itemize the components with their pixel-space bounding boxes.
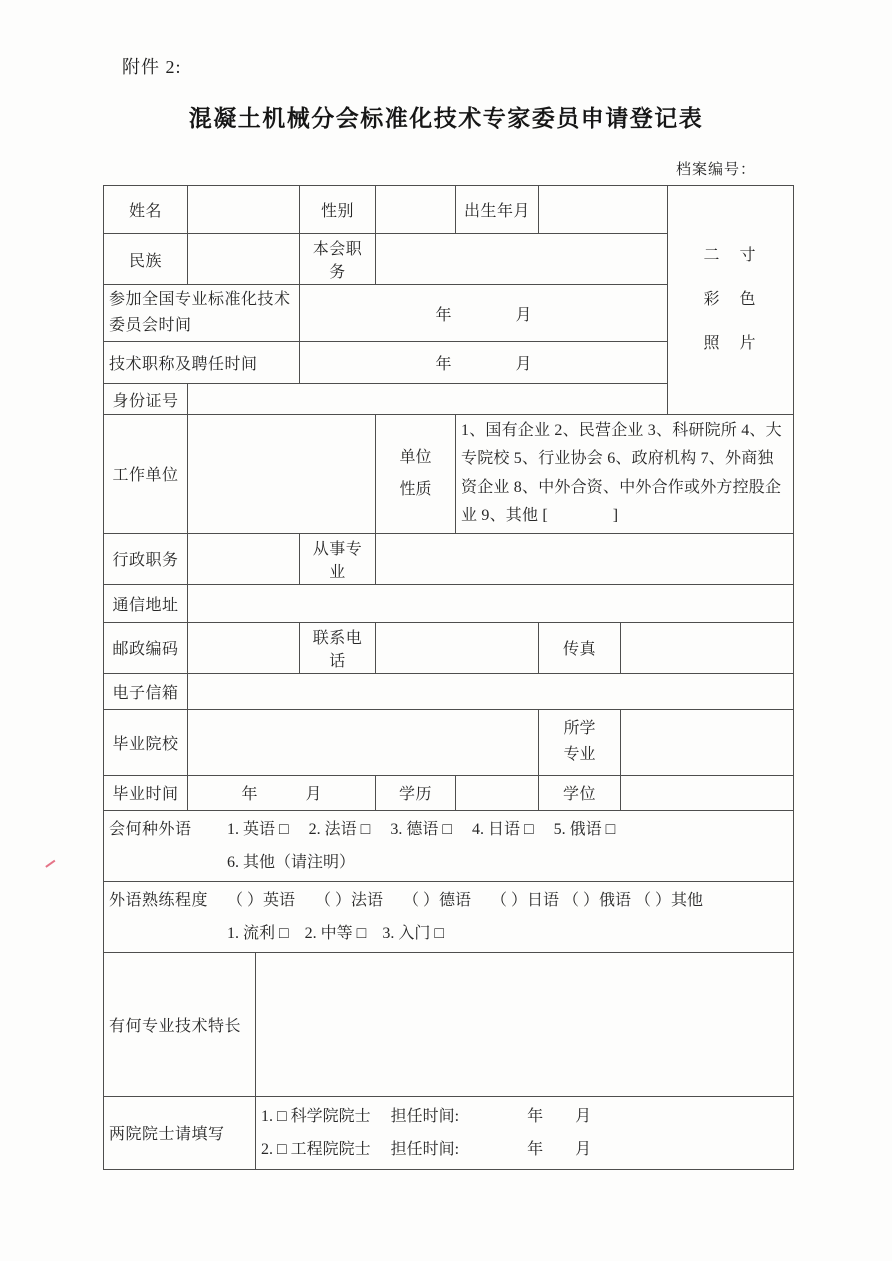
unit-nature-label: 单位 性质: [376, 415, 456, 534]
major-value-cell: [621, 709, 794, 775]
academician-line2: 2. □ 工程院院士 担任时间: 年 月: [261, 1140, 592, 1158]
birth-label: 出生年月: [456, 186, 539, 234]
edu-label: 学历: [376, 775, 456, 810]
id-label: 身份证号: [104, 384, 188, 415]
title-time-value: 年 月: [300, 342, 668, 384]
assoc-post-label: 本会职务: [300, 234, 376, 285]
committee-time-value: 年 月: [300, 285, 668, 342]
row-school: [104, 709, 794, 775]
lang-options-line1: 1. 英语 □ 2. 法语 □ 3. 德语 □ 4. 日语 □ 5. 俄语 □: [227, 820, 616, 838]
gender-label: 性别: [300, 186, 376, 234]
photo-cell: [668, 186, 794, 415]
form-title: 混凝土机械分会标准化技术专家委员申请登记表: [188, 105, 704, 131]
email-label: 电子信箱: [104, 673, 188, 709]
grad-label: 毕业时间: [104, 775, 188, 810]
academician-cell: [256, 1096, 794, 1169]
prof-label: 外语熟练程度: [109, 891, 209, 909]
major-label: 所学 专业: [539, 709, 621, 775]
row-languages: [104, 810, 794, 881]
row-proficiency: [104, 881, 794, 952]
gender-value-cell: [376, 186, 456, 234]
work-unit-value-cell: [188, 415, 376, 534]
archive-number-label: 档案编号：: [676, 162, 757, 178]
ethnic-value-cell: [188, 234, 300, 285]
scan-artifact: [44, 857, 56, 867]
specialty-value-cell: [256, 952, 794, 1096]
row-work-unit: [104, 415, 794, 534]
phone-label: 联系电话: [300, 622, 376, 673]
school-label: 毕业院校: [104, 709, 188, 775]
postcode-value-cell: [188, 622, 300, 673]
unit-nature-options: 1、国有企业 2、民营企业 3、科研院所 4、大专院校 5、行业协会 6、政府机构 7、外商独资企业 8、中外合资、中外合作或外方控股企业 9、其他 [ ]: [456, 415, 794, 534]
address-label: 通信地址: [104, 584, 188, 622]
registration-table: [103, 185, 794, 1170]
row-contact: [104, 622, 794, 673]
assoc-post-value-cell: [376, 234, 668, 285]
name-label: 姓名: [104, 186, 188, 234]
row-specialty: [104, 952, 794, 1096]
photo-note-line1: 二 寸: [703, 247, 758, 264]
specialty-label: 有何专业技术特长: [104, 952, 256, 1096]
address-value-cell: [188, 584, 794, 622]
row-address: [104, 584, 794, 622]
row-academician: [104, 1096, 794, 1169]
row-name: [104, 186, 794, 234]
prof-options-line2: 1. 流利 □ 2. 中等 □ 3. 入门 □: [227, 924, 444, 942]
postcode-label: 邮政编码: [104, 622, 188, 673]
row-email: [104, 673, 794, 709]
lang-label: 会何种外语: [109, 820, 192, 838]
academician-label: 两院院士请填写: [104, 1096, 256, 1169]
degree-value-cell: [621, 775, 794, 810]
prof-options-line1: （ ）英语 （ ）法语 （ ）德语 （ ）日语 （ ）俄语 （ ）其他: [227, 891, 704, 909]
tech-title-label: 技术职称及聘任时间: [104, 342, 300, 384]
lang-options-line2: 6. 其他（请注明）: [227, 853, 356, 871]
id-value-cell: [188, 384, 668, 415]
grad-time-value: 年 月: [188, 775, 376, 810]
phone-value-cell: [376, 622, 539, 673]
fax-label: 传真: [539, 622, 621, 673]
name-value-cell: [188, 186, 300, 234]
row-admin-post: [104, 533, 794, 584]
admin-post-label: 行政职务: [104, 533, 188, 584]
edu-value-cell: [456, 775, 539, 810]
fax-value-cell: [621, 622, 794, 673]
proficiency-cell: [104, 881, 794, 952]
degree-label: 学位: [539, 775, 621, 810]
row-graduation: [104, 775, 794, 810]
academician-line1: 1. □ 科学院院士 担任时间: 年 月: [261, 1107, 592, 1125]
profession-label: 从事专业: [300, 533, 376, 584]
birth-value-cell: [539, 186, 668, 234]
languages-cell: [104, 810, 794, 881]
photo-note-line2: 彩 色: [703, 291, 758, 308]
email-value-cell: [188, 673, 794, 709]
ethnic-label: 民族: [104, 234, 188, 285]
admin-post-value-cell: [188, 533, 300, 584]
school-value-cell: [188, 709, 539, 775]
work-unit-label: 工作单位: [104, 415, 188, 534]
photo-note-line3: 照 片: [703, 335, 758, 352]
std-committee-label: 参加全国专业标准化技术 委员会时间: [104, 285, 300, 342]
profession-value-cell: [376, 533, 794, 584]
attachment-label: 附件 2:: [122, 57, 182, 77]
